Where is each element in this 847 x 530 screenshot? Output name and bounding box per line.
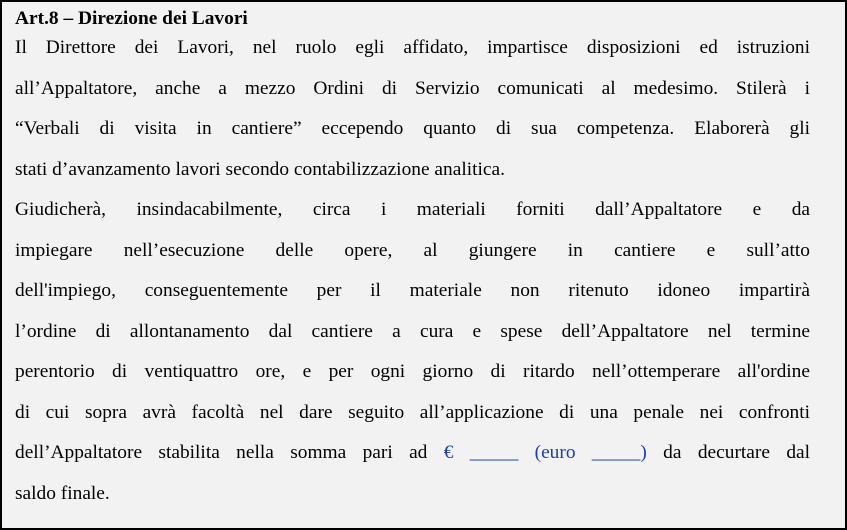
article-body	[15, 8, 810, 522]
paragraph-line: perentorio di ventiquattro ore, e per ogni giorno di ritardo nell’ottemperare all'ordine	[15, 361, 810, 382]
paragraph-line: saldo finale.	[15, 482, 110, 504]
paragraph-line: Giudicherà, insindacabilmente, circa i materiali forniti dall’Appaltatore e da	[15, 199, 810, 220]
paragraph-line: impiegare nell’esecuzione delle opere, al giungere in cantiere e sull’atto	[15, 239, 810, 261]
penalty-line	[15, 441, 810, 482]
penalty-text-after: da decurtare dal	[646, 442, 811, 463]
paragraph-line: dell'impiego, conseguentemente per il materiale non ritenuto idoneo impartirà	[15, 280, 810, 301]
paragraph-line: di cui sopra avrà facoltà nel dare seguito all’applicazione di una penale nei confronti	[15, 401, 810, 423]
penalty-amount-field: € _____ (euro _____)	[443, 442, 647, 463]
paragraph-line: Il Direttore dei Lavori, nel ruolo egli affidato, impartisce disposizioni ed istruzioni	[15, 37, 810, 58]
penalty-text-before: dell’Appaltatore stabilita nella somma pari ad	[15, 442, 444, 463]
paragraph-line: l’ordine di allontanamento dal cantiere a cura e spese dell’Appaltatore nel termine	[15, 320, 810, 342]
paragraph-line: stati d’avanzamento lavori secondo contabilizzazione analitica.	[15, 158, 505, 180]
paragraph-line: “Verbali di visita in cantiere” eccependo quanto di sua competenza. Elaborerà gli	[15, 118, 810, 139]
article-title: Art.8 – Direzione dei Lavori	[15, 8, 248, 29]
paragraph-line: all’Appaltatore, anche a mezzo Ordini di Servizio comunicati al medesimo. Stilerà i	[15, 77, 810, 99]
